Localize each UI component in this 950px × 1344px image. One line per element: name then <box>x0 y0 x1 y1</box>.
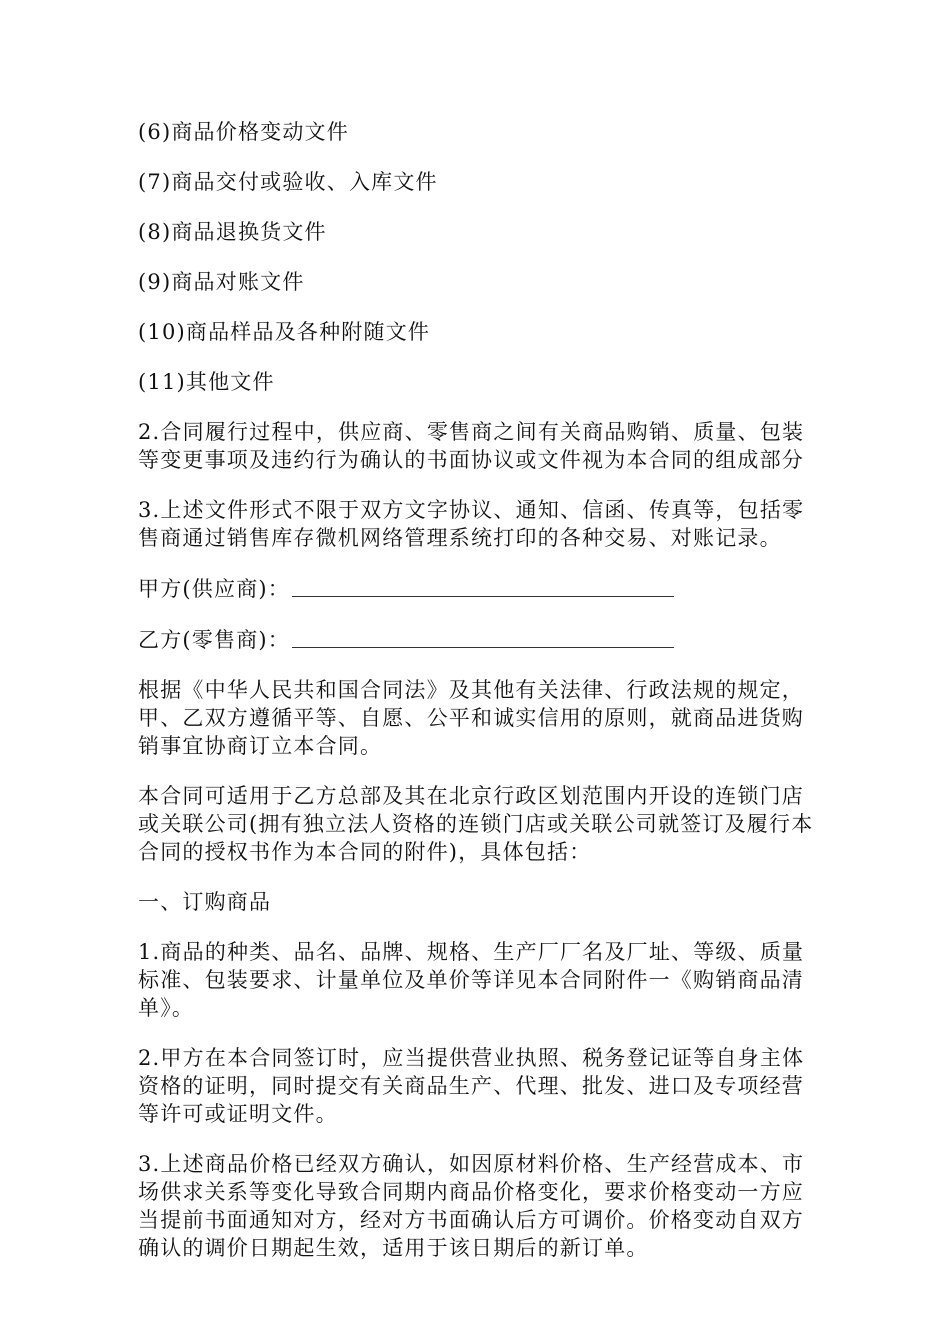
party-b-line <box>138 625 816 654</box>
scope-paragraph: 本合同可适用于乙方总部及其在北京行政区划范围内开设的连锁门店或关联公司(拥有独立法人资格的连锁门店或关联公司就签订及履行本合同的授权书作为本合同的附件)，具体包括： <box>138 784 814 864</box>
party-a-line <box>138 574 816 603</box>
list-item: (9)商品对账文件 <box>138 270 305 294</box>
party-b-label: 乙方(零售商)： <box>138 628 290 652</box>
section-title: 一、订购商品 <box>138 890 272 914</box>
clause-3: 3.上述文件形式不限于双方文字协议、通知、信函、传真等，包括零售商通过销售库存微机网络管理系统打印的各种交易、对账记录。 <box>138 498 805 550</box>
list-item: (7)商品交付或验收、入库文件 <box>138 170 438 194</box>
document-page <box>138 118 816 1284</box>
list-item: (11)其他文件 <box>138 370 275 394</box>
section-1-clause-3: 3.上述商品价格已经双方确认，如因原材料价格、生产经营成本、市场供求关系等变化导致合同期内商品价格变化，要求价格变动一方应当提前书面通知对方，经对方书面确认后方可调价。价格变动自双方确认的调价日期起生效，适用于该日期后的新订单。 <box>138 1152 805 1260</box>
list-item: (10)商品样品及各种附随文件 <box>138 320 431 344</box>
list-item: (8)商品退换货文件 <box>138 220 327 244</box>
section-1-clause-1: 1.商品的种类、品名、品牌、规格、生产厂厂名及厂址、等级、质量标准、包装要求、计量单位及单价等详见本合同附件一《购销商品清单》。 <box>138 940 805 1020</box>
list-item: (6)商品价格变动文件 <box>138 120 349 144</box>
party-a-blank[interactable] <box>292 574 674 597</box>
clause-2: 2.合同履行过程中，供应商、零售商之间有关商品购销、质量、包装等变更事项及违约行为确认的书面协议或文件视为本合同的组成部分 <box>138 420 805 472</box>
party-b-blank[interactable] <box>292 625 674 648</box>
party-a-label: 甲方(供应商)： <box>138 577 290 601</box>
intro-paragraph: 根据《中华人民共和国合同法》及其他有关法律、行政法规的规定，甲、乙双方遵循平等、自愿、公平和诚实信用的原则，就商品进货购销事宜协商订立本合同。 <box>138 678 804 758</box>
section-1-clause-2: 2.甲方在本合同签订时，应当提供营业执照、税务登记证等自身主体资格的证明，同时提交有关商品生产、代理、批发、进口及专项经营等许可或证明文件。 <box>138 1046 805 1126</box>
